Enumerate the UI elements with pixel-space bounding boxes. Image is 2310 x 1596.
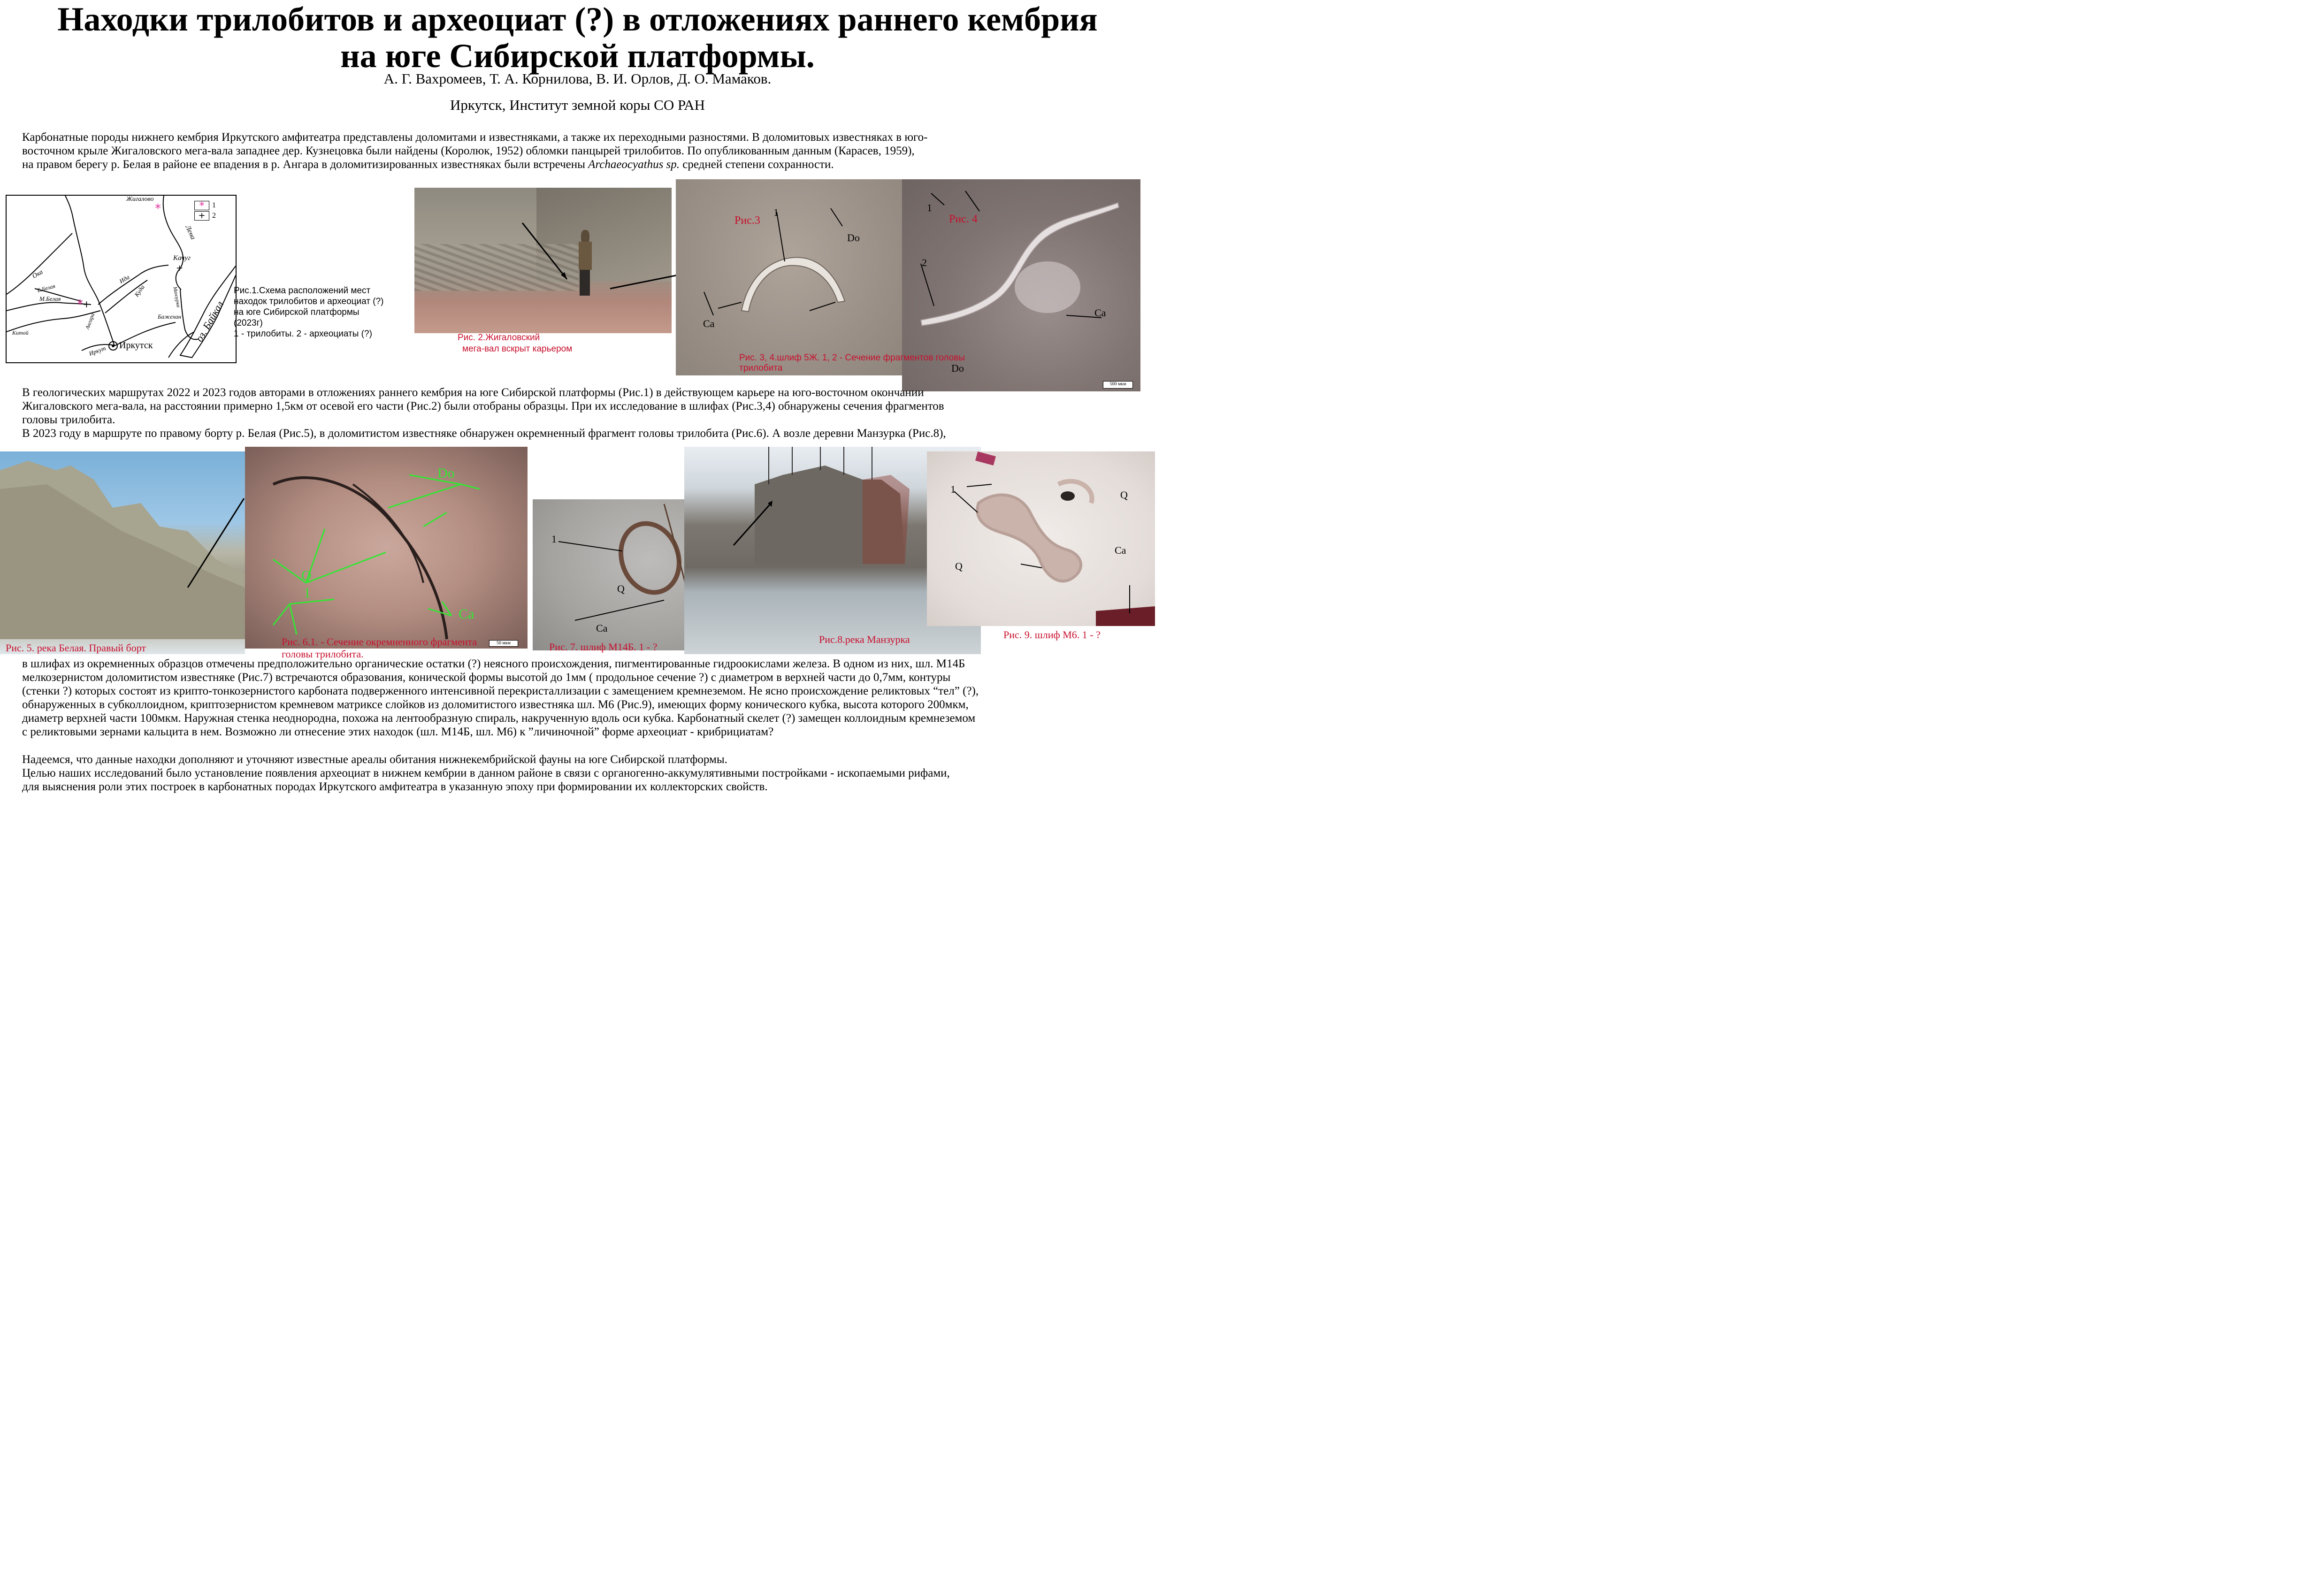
legend-item: * 1 [194, 200, 232, 211]
authors: А. Г. Вахромеев, Т. А. Корнилова, В. И. Орлов, Д. О. Мамаков. [383, 70, 772, 87]
oka-river [7, 233, 72, 294]
map-label-irkutsk: Иркутск [119, 340, 153, 351]
lena-river [163, 196, 184, 290]
bottom-paragraph: в шлифах из окремненных образцов отмечены предположительно органические остатки (?) неясного происхождения, пигментированные гидроокислами железа. В одном из них, шл. М14Б мелкозернистом доломитистом известняке (Рис.7) встречаются образования, конической формы высотой до 1мм ( продольное сечение ?) с диаметром в верхней части до 0,7мм, контуры (стенки ?) которых состоят из крипто-тонкозернистого карбоната подверженного интенсивной перекристаллизации с замещением кремнеземом. Не ясно происхождение реликтовых “тел” (?), обнаруженных в субколлоидном, криптозернистом кремневом матриксе слойков из доломитистого известняка шл. М6 (Рис.9), имеющих форму конического кубка, высота которого 200мкм, диаметр верхней части 100мкм. Наружная стенка неоднородна, похожа на лентообразную спираль, накрученную вдоль оси кубка. Карбонатный скелет (?) замещен коллоидным кремнеземом с реликтовыми зернами кальцита в нем. Возможно ли отнесение этих находок (шл. М14Б, шл. М6) к ”личиночной” форме археоциат - крибрициатам? [22, 657, 979, 738]
fig7-caption: Рис. 7. шлиф М14Б. 1 - ? [549, 641, 658, 653]
map-label-zhigalovo: Жигалово [126, 196, 154, 203]
fig6-label-q: Q [301, 568, 312, 583]
map-label-manzurka: Манзурка [172, 286, 182, 308]
map-label-kitoy: Китой [12, 329, 29, 336]
fig2-caption: Рис. 2.Жигаловский мега-вал вскрыт карьером [458, 333, 573, 354]
map-label-ida: Ида [118, 273, 131, 285]
fig6-label-ca: Ca [459, 606, 474, 622]
fig7-thin-section: 1 Q Ca [533, 499, 766, 650]
fig4-label: Рис. 4 [949, 213, 978, 225]
fig8-caption: Рис.8.река Манзурка [819, 634, 910, 645]
archaeocyath-cross-marker: + [83, 298, 91, 310]
legend-star-icon: * [194, 201, 209, 210]
map-label-bozhekhan: Бажехан [158, 313, 182, 320]
legend-item: + 2 [194, 211, 232, 221]
fig5-caption: Рис. 5. река Белая. Правый борт [6, 642, 146, 654]
fig6-caption: Рис. 6.1. - Сечение окремненного фрагмента головы трилобита. [282, 636, 477, 660]
fig34-caption: Рис. 3, 4.шлиф 5Ж. 1, 2 - Сечение фрагментов головы трилобита [739, 353, 965, 373]
poster-title-line1: Находки трилобитов и археоциат (?) в отложениях раннего кембрия [57, 0, 1098, 38]
fig9-caption: Рис. 9. шлиф М6. 1 - ? [1003, 629, 1101, 641]
poster-title-line2: на юге Сибирской платформы. [340, 37, 815, 75]
trilobite-star-marker: * [77, 298, 83, 312]
fig6-label-1: 1 [304, 585, 311, 601]
fig1-caption: Рис.1.Схема расположений мест находок трилобитов и археоциат (?) на юге Сибирской платформы (2023г) 1 - трилобиты. 2 - археоциаты (?) [234, 286, 384, 339]
map-label-m-belaya: М.Белая [39, 295, 61, 302]
middle-paragraph: В геологических маршрутах 2022 и 2023 годов авторами в отложениях раннего кембрия на юге Сибирской платформы (Рис.1) в действующем карьере на юго-восточном окончании Жигаловского мега-вала, на расстоянии примерно 1,5км от осевой его части (Рис.2) были отобраны образцы. При их исследование в шлифах (Рис.3,4) обнаружены сечения фрагментов головы трилобита. В 2023 году в маршруте по правому борту р. Белая (Рис.5), в доломитистом известняке обнаружен окремненный фрагмент головы трилобита (Рис.6). А возле деревни Манзурка (Рис.8), [22, 386, 946, 440]
intro-line: Карбонатные породы нижнего кембрия Иркутского амфитеатра представлены доломитами и известняками, а также их переходными разностями. В доломитовых известняках в юго- [22, 131, 928, 144]
map-label-irkut: Иркут [88, 344, 107, 357]
fig5-river-photo [0, 451, 245, 654]
institute: Иркутск, Институт земной коры СО РАН [450, 97, 705, 113]
intro-line: восточном крыле Жигаловского мега-вала западнее дер. Кузнецовка были найдены (Королюк, 1952) обломки панцырей трилобитов. По опубликованным данным (Карасев, 1959), [22, 145, 915, 157]
map-label-angara: Ангара [84, 312, 96, 330]
map-label-oka: Ока [31, 268, 45, 280]
species-name: Archaeocyathus sp. [588, 158, 680, 171]
legend-cross-icon: + [194, 211, 209, 221]
conclusion-paragraph: Надеемся, что данные находки дополняют и уточняют известные ареалы обитания нижнекембрийской фауны на юге Сибирской платформы. Целью наших исследований было установление появления археоциат в нижнем кембрии в данном районе в связи с органогенно-аккумулятивными постройками - ископаемыми рифами, для выяснения роли этих построек в карбонатных породах Иркутского амфитеатра в указанную эпоху при формировании их коллекторских свойств. [22, 753, 950, 793]
map-legend [194, 200, 232, 221]
fig4-thin-section: Рис. 4 1 2 Ca Do 500 мкм [902, 179, 1140, 391]
map-label-b-belaya: Б.Белая [36, 283, 56, 294]
fig9-thin-section: 1 Q Q Ca [927, 451, 1155, 626]
fig2-quarry-photo [414, 188, 672, 333]
trilobite-star-marker: * [155, 202, 161, 216]
fig6-scale-bar: 50 мкм [489, 640, 518, 647]
intro-paragraph [22, 130, 1144, 171]
fig3-label: Рис.3 [734, 214, 760, 227]
fig6-label-do: Do [437, 466, 455, 481]
map-label-kachug: Качуг [173, 254, 191, 262]
fig4-scale-bar: 500 мкм [1103, 381, 1133, 389]
ida-river [98, 265, 168, 305]
fig3-thin-section: Рис.3 1 Do Ca [676, 179, 902, 375]
archaeocyath-cross-marker: + [176, 263, 184, 273]
map-label-baikal: оз. Байкал [193, 299, 226, 344]
fig6-thin-section [245, 447, 528, 649]
location-map [6, 195, 237, 363]
map-label-lena: Лена [184, 224, 197, 241]
intro-line: на правом берегу р. Белая в районе ее впадения в р. Ангара в доломитизированных известняках были встречены Archaeocyathus sp. средней степени сохранности. [22, 158, 834, 171]
map-label-kuda: Куда [133, 283, 146, 298]
